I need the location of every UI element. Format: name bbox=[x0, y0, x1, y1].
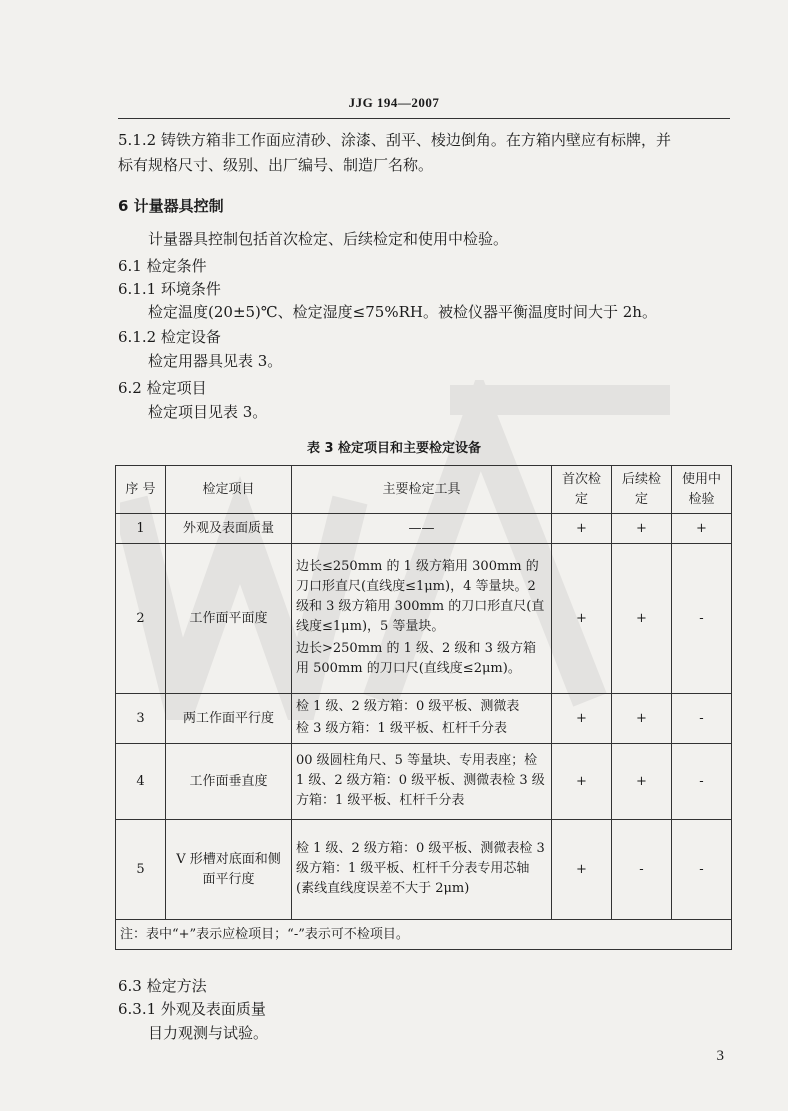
cell-subsequent: + bbox=[612, 744, 672, 820]
header-first: 首次检定 bbox=[552, 466, 612, 514]
cell-first: + bbox=[552, 744, 612, 820]
cell-no: 1 bbox=[116, 514, 166, 544]
cell-tool bbox=[292, 694, 552, 744]
cell-tool bbox=[292, 544, 552, 694]
section-6-3-1-text: 目力观测与试验。 bbox=[148, 1024, 269, 1042]
cell-item: 外观及表面质量 bbox=[166, 514, 292, 544]
table-note-row bbox=[116, 920, 732, 950]
section-6-2-text: 检定项目见表 3。 bbox=[148, 403, 268, 421]
cell-subsequent: - bbox=[612, 820, 672, 920]
tool-text: 边长≤250mm 的 1 级方箱用 300mm 的刀口形直尺(直线度≤1μm)，4 等量块。2 级和 3 级方箱用 300mm 的刀口形直尺(直线度≤1μm)，5 等量块。 bbox=[296, 558, 545, 634]
section-6-1-1-text: 检定温度(20±5)℃、检定湿度≤75%RH。被检仪器平衡温度时间大于 2h。 bbox=[148, 303, 657, 321]
cell-item: V 形槽对底面和侧面平行度 bbox=[166, 820, 292, 920]
section-6-paragraph: 计量器具控制包括首次检定、后续检定和使用中检验。 bbox=[148, 230, 509, 248]
cell-first: + bbox=[552, 514, 612, 544]
section-6-3-heading: 6.3 检定方法 bbox=[118, 977, 207, 995]
cell-no: 5 bbox=[116, 820, 166, 920]
clause-5-1-2-line2: 标有规格尺寸、级别、出厂编号、制造厂名称。 bbox=[118, 156, 434, 174]
header-item: 检定项目 bbox=[166, 466, 292, 514]
cell-inuse: - bbox=[672, 694, 732, 744]
cell-subsequent: + bbox=[612, 514, 672, 544]
cell-inuse: - bbox=[672, 544, 732, 694]
cell-item: 两工作面平行度 bbox=[166, 694, 292, 744]
header-subsequent: 后续检定 bbox=[612, 466, 672, 514]
section-6-1-heading: 6.1 检定条件 bbox=[118, 257, 207, 275]
cell-item: 工作面垂直度 bbox=[166, 744, 292, 820]
cell-inuse: - bbox=[672, 744, 732, 820]
tool-text: 00 级圆柱角尺、5 等量块、专用表座；检 1 级、2 级方箱：0 级平板、测微表检 3 级方箱：1 级平板、杠杆千分表 bbox=[296, 752, 545, 808]
tool-text: 边长>250mm 的 1 级、2 级和 3 级方箱用 500mm 的刀口尺(直线度≤2μm)。 bbox=[296, 640, 536, 676]
tool-text: 检 1 级、2 级方箱：0 级平板、测微表 bbox=[296, 698, 520, 714]
cell-no: 3 bbox=[116, 694, 166, 744]
section-6-1-2-heading: 6.1.2 检定设备 bbox=[118, 328, 221, 346]
table-row bbox=[116, 544, 732, 694]
cell-item: 工作面平面度 bbox=[166, 544, 292, 694]
cell-subsequent: + bbox=[612, 544, 672, 694]
header-tool: 主要检定工具 bbox=[292, 466, 552, 514]
table-row bbox=[116, 514, 732, 544]
cell-tool bbox=[292, 744, 552, 820]
cell-subsequent: + bbox=[612, 694, 672, 744]
page-header: JJG 194—2007 bbox=[348, 95, 440, 110]
header-no: 序 号 bbox=[116, 466, 166, 514]
cell-inuse: - bbox=[672, 820, 732, 920]
header-inuse: 使用中检验 bbox=[672, 466, 732, 514]
clause-5-1-2-line1: 5.1.2 铸铁方箱非工作面应清砂、涂漆、刮平、棱边倒角。在方箱内壁应有标牌，并 bbox=[118, 131, 671, 149]
verification-table bbox=[115, 465, 732, 950]
cell-tool bbox=[292, 820, 552, 920]
table-row bbox=[116, 744, 732, 820]
table-header-row bbox=[116, 466, 732, 514]
cell-tool: —— bbox=[292, 514, 552, 544]
table-caption: 表 3 检定项目和主要检定设备 bbox=[306, 441, 482, 456]
table-note: 注：表中“+”表示应检项目；“-”表示可不检项目。 bbox=[116, 920, 732, 950]
table-row bbox=[116, 820, 732, 920]
cell-first: + bbox=[552, 694, 612, 744]
page-number: 3 bbox=[716, 1048, 724, 1064]
cell-no: 2 bbox=[116, 544, 166, 694]
tool-text: 检 3 级方箱：1 级平板、杠杆千分表 bbox=[296, 720, 507, 736]
cell-no: 4 bbox=[116, 744, 166, 820]
tool-text: 检 1 级、2 级方箱：0 级平板、测微表检 3 级方箱：1 级平板、杠杆千分表专用芯轴(素线直线度误差不大于 2μm) bbox=[296, 840, 545, 896]
section-6-heading: 6 计量器具控制 bbox=[118, 197, 224, 215]
section-6-2-heading: 6.2 检定项目 bbox=[118, 379, 207, 397]
section-6-3-1-heading: 6.3.1 外观及表面质量 bbox=[118, 1000, 266, 1018]
cell-first: + bbox=[552, 544, 612, 694]
cell-first: + bbox=[552, 820, 612, 920]
cell-inuse: + bbox=[672, 514, 732, 544]
table-row bbox=[116, 694, 732, 744]
header-divider bbox=[118, 118, 730, 119]
section-6-1-1-heading: 6.1.1 环境条件 bbox=[118, 280, 221, 298]
section-6-1-2-text: 检定用器具见表 3。 bbox=[148, 352, 283, 370]
